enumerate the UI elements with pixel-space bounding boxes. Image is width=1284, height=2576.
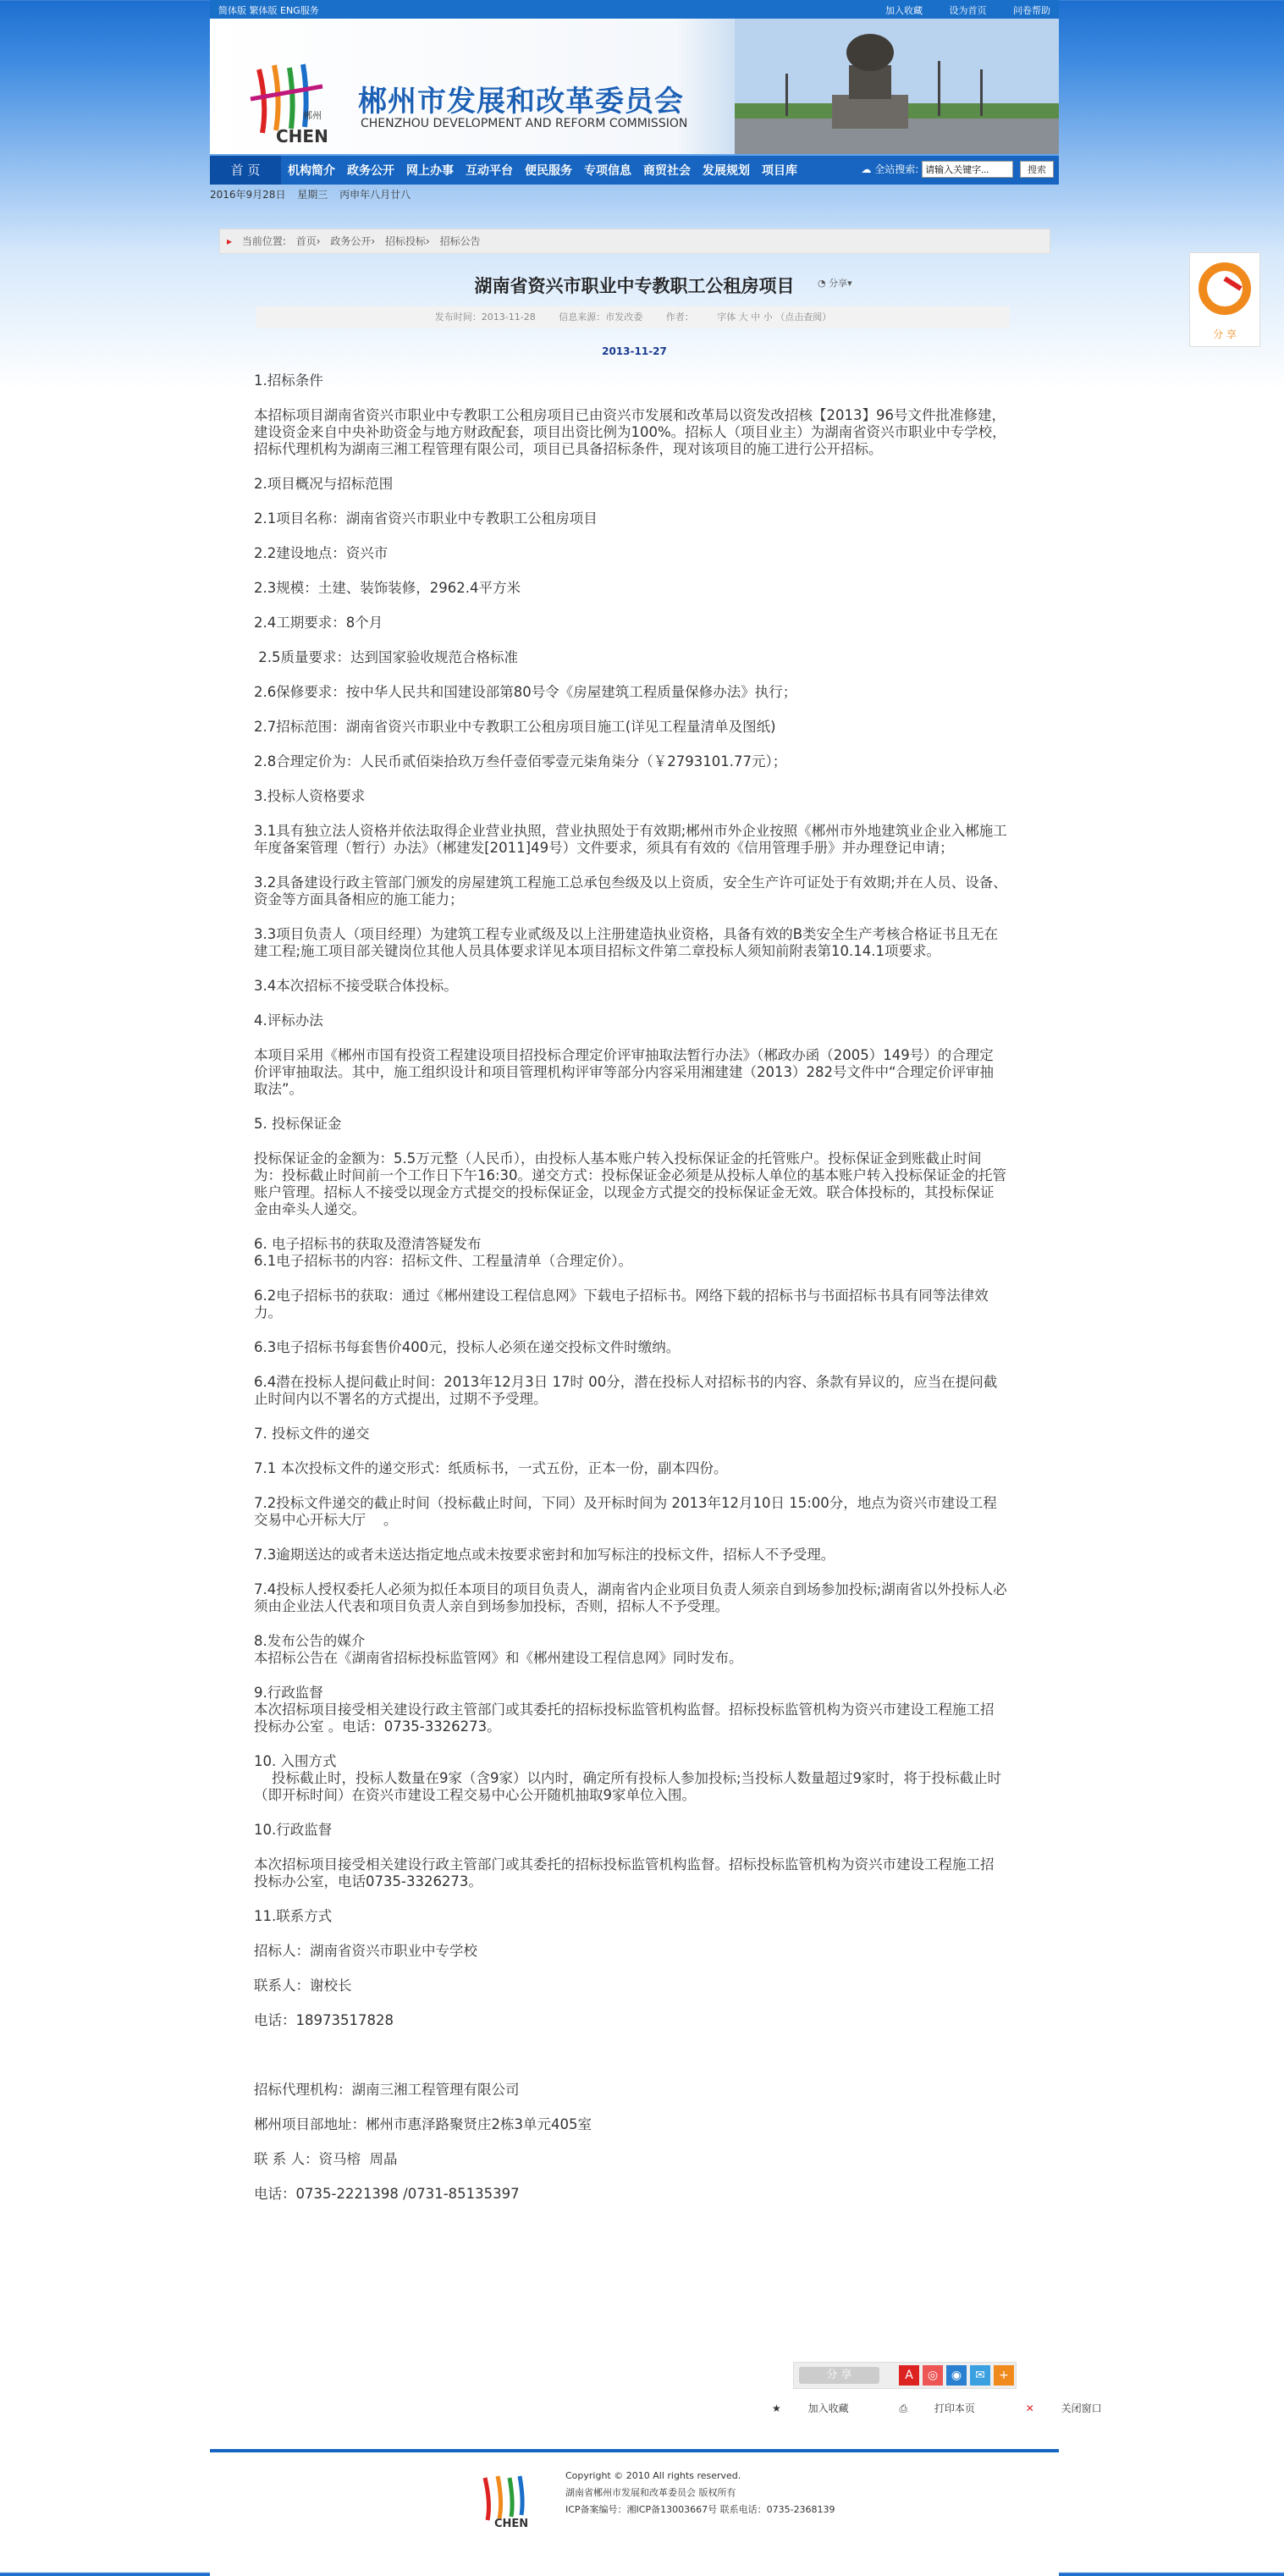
article-paragraph: 6.2电子招标书的获取：通过《郴州建设工程信息网》下载电子招标书。网络下载的招标书与书面招标书具有同等法律效力。: [254, 1288, 989, 1321]
meta-font-size[interactable]: 字体 大 中 小 （点击查阅）: [717, 312, 832, 323]
email-share-icon[interactable]: ✉: [970, 2365, 990, 2386]
nav-item-special-info[interactable]: 专项信息: [584, 164, 631, 178]
meta-author: 作者：: [665, 312, 694, 323]
logo-text: CHEN: [276, 126, 328, 146]
article-paragraph: 3.3项目负责人（项目经理）为建筑工程专业贰级及以上注册建造执业资格，具备有效的B类安全生产考核合格证书且无在建工程;施工项目部关键岗位其他人员具体要求详见本项目招标文件第二章投标人须知前附表第10.14.1项要求。: [254, 926, 999, 959]
header-banner: [210, 19, 1059, 154]
article-paragraph: 3.4本次招标不接受联合体投标。: [254, 978, 458, 994]
article-paragraph: [254, 2047, 1007, 2064]
article-paragraph: 联 系 人：资马榕 周晶: [254, 2151, 398, 2167]
current-weekday: 星期三: [297, 189, 328, 201]
nav-item-about[interactable]: 机构简介: [288, 164, 335, 178]
share-icon: ◔: [818, 278, 826, 289]
nav-item-online-service[interactable]: 网上办事: [406, 164, 454, 178]
article-paragraph: 联系人：谢校长: [254, 1978, 352, 1994]
top-links: [862, 3, 1050, 17]
chenzhou-logo[interactable]: [242, 52, 335, 146]
tool-print[interactable]: ⎙ 打印本页: [899, 2402, 975, 2414]
article-paragraph: 4.评标办法: [254, 1012, 323, 1029]
share-logo-icon: [1190, 253, 1259, 321]
tool-add-favorite[interactable]: ★ 加入收藏: [772, 2402, 849, 2414]
article-paragraph: 10. 入围方式 投标截止时，投标人数量在9家（含9家）以内时，确定所有投标人参加投标;当投标人数量超过9家时，将于投标截止时（即开标时间）在资兴市建设工程交易中心公开随机抽取9家单位入围。: [254, 1753, 1002, 1803]
article-paragraph: 7.3逾期送达的或者未送达指定地点或未按要求密封和加写标注的投标文件，招标人不予受理。: [254, 1547, 835, 1563]
meta-time: 发布时间：2013-11-28: [434, 312, 536, 323]
lunar-date: 丙申年八月廿八: [339, 189, 411, 201]
main-nav: [210, 154, 1059, 185]
floating-share-button[interactable]: [1189, 252, 1260, 347]
floating-share-label: 分 享: [1213, 328, 1237, 340]
header-photo: [735, 19, 1059, 154]
article-paragraph: 7.1 本次投标文件的递交形式：纸质标书，一式五份，正本一份，副本四份。: [254, 1460, 728, 1476]
search-label: 全站搜索:: [874, 163, 919, 175]
nav-home[interactable]: 首 页: [210, 156, 281, 185]
article-paragraph: 电话：0735-2221398 /0731-85135397: [254, 2186, 520, 2202]
search-area: [861, 161, 1054, 178]
article-paragraph: 7. 投标文件的递交: [254, 1426, 370, 1442]
article-paragraph: 3.2具备建设行政主管部门颁发的房屋建筑工程施工总承包叁级及以上资质，安全生产许可证处于有效期;并在人员、设备、资金等方面具备相应的施工能力；: [254, 874, 1007, 907]
site-subtitle: CHENZHOU DEVELOPMENT AND REFORM COMMISSION: [361, 117, 688, 130]
article-paragraph: 2.2建设地点：资兴市: [254, 545, 389, 561]
set-homepage-link[interactable]: 设为首页: [949, 5, 987, 16]
article-paragraph: 2.1项目名称：湖南省资兴市职业中专教职工公租房项目: [254, 510, 598, 527]
article-paragraph: 2.4工期要求：8个月: [254, 615, 383, 631]
close-icon: ✕: [1025, 2402, 1034, 2414]
article-paragraph: 11.联系方式: [254, 1908, 333, 1924]
footer-logo-text: CHEN: [494, 2518, 529, 2529]
article-paragraph: 招标人：湖南省资兴市职业中专学校: [254, 1943, 477, 1959]
help-link[interactable]: 问卷帮助: [1013, 5, 1050, 16]
current-date: 2016年9月28日: [210, 189, 286, 201]
article-title: 湖南省资兴市职业中专教职工公租房项目: [474, 276, 795, 296]
nav-item-commerce[interactable]: 商贸社会: [643, 164, 691, 178]
nav-item-gov-affairs[interactable]: 政务公开: [347, 164, 394, 178]
article-paragraph: 3.投标人资格要求: [254, 788, 366, 804]
article-body: [254, 372, 1007, 2220]
share-mini-button[interactable]: ◔ 分享▾: [818, 278, 852, 289]
breadcrumb-gov-affairs[interactable]: 政务公开: [330, 235, 372, 247]
date-bar: [210, 185, 1059, 205]
tool-close[interactable]: ✕ 关闭窗口: [1025, 2402, 1102, 2414]
nav-item-public-service[interactable]: 便民服务: [525, 164, 572, 178]
article-paragraph: 9.行政监督 本次招标项目接受相关建设行政主管部门或其委托的招标投标监管机构监督。招标投标监管机构为资兴市建设工程施工招投标办公室 。电话：0735-3326273。: [254, 1685, 995, 1735]
article-paragraph: 2.5质量要求：达到国家验收规范合格标准: [254, 649, 518, 665]
article-paragraph: 本项目采用《郴州市国有投资工程建设项目招投标合理定价评审抽取法暂行办法》（郴政办函（2005）149号）的合理定价评审抽取法。其中，施工组织设计和项目管理机构评审等部分内容采用湘建建（2013）282号文件中“合理定价评审抽取法”。: [254, 1047, 995, 1097]
article-paragraph: 2.3规模：土建、装饰装修，2962.4平方米: [254, 580, 521, 596]
article-paragraph: 7.4投标人授权委托人必须为拟任本项目的项目负责人，湖南省内企业项目负责人须亲自到场参加投标;湖南省以外投标人必须由企业法人代表和项目负责人亲自到场参加投标，否则，招标人不予受理。: [254, 1581, 1007, 1614]
breadcrumb-home[interactable]: 首页: [295, 235, 317, 247]
nav-item-interaction[interactable]: 互动平台: [466, 164, 513, 178]
breadcrumb-label: 当前位置:: [241, 235, 286, 247]
article-paragraph: 6. 电子招标书的获取及澄清答疑发布 6.1电子招标书的内容：招标文件、工程量清单（合理定价）。: [254, 1236, 632, 1269]
article-date: 2013-11-27: [602, 345, 667, 357]
article-paragraph: 3.1具有独立法人资格并依法取得企业营业执照，营业执照处于有效期;郴州市外企业按照《郴州市外地建筑业企业入郴施工年度备案管理（暂行）办法》（郴建发[2011]49号）文件要求，须具有有效的《信用管理手册》并办理登记申请；: [254, 823, 1007, 856]
article-paragraph: 郴州项目部地址：郴州市惠泽路聚贤庄2栋3单元405室: [254, 2116, 592, 2132]
article-paragraph: 招标代理机构：湖南三湘工程管理有限公司: [254, 2082, 520, 2098]
article-paragraph: 投标保证金的金额为：5.5万元整（人民币），由投标人基本账户转入投标保证金的托管账户。投标保证金到账截止时间为：投标截止时间前一个工作日下午16:30。递交方式：投标保证金必须是从投标人单位的基本账户转入投标保证金的托管账户管理。招标人不接受以现金方式提交的投标保证金，以现金方式提交的投标保证金无效。联合体投标的，其投标保证金由牵头人递交。: [254, 1150, 1007, 1217]
site-title: 郴州市发展和改革委员会: [358, 85, 684, 119]
page-tools: [772, 2401, 1149, 2415]
breadcrumb-announcement[interactable]: 招标公告: [439, 235, 481, 247]
top-bar: [210, 0, 1059, 19]
add-favorite-link[interactable]: 加入收藏: [885, 5, 923, 16]
search-input[interactable]: [922, 161, 1013, 178]
favorite-icon: ★: [772, 2402, 781, 2414]
language-links[interactable]: 简体版 繁体版 ENG服务: [218, 5, 319, 16]
article-paragraph: 本招标项目湖南省资兴市职业中专教职工公租房项目已由资兴市发展和改革局以资发改招核【2013】96号文件批准修建，建设资金来自中央补助资金与地方财政配套，项目出资比例为100%。招标人（项目业主）为湖南省资兴市职业中专学校，招标代理机构为湖南三湘工程管理有限公司，项目已具备招标条件，现对该项目的施工进行公开招标。: [254, 407, 1006, 457]
footer-copyright: Copyright © 2010 All rights reserved.: [565, 2470, 741, 2481]
location-icon: ▸: [227, 235, 233, 247]
article-paragraph: 2.7招标范围：湖南省资兴市职业中专教职工公租房项目施工(详见工程量清单及图纸): [254, 719, 776, 735]
article-paragraph: 电话：18973517828: [254, 2012, 394, 2028]
footer: [210, 2449, 1059, 2576]
logo-small-text: 郴州: [303, 110, 322, 121]
article-paragraph: 7.2投标文件递交的截止时间（投标截止时间，下同）及开标时间为 2013年12月10日 15:00分，地点为资兴市建设工程交易中心开标大厅 。: [254, 1495, 997, 1528]
qq-share-icon[interactable]: ◉: [946, 2365, 967, 2386]
footer-text: [565, 2468, 835, 2518]
article-paragraph: 2.8合理定价为：人民币贰佰柒拾玖万叁仟壹佰零壹元柒角柒分（￥2793101.77元）；: [254, 753, 787, 769]
article-paragraph: 2.6保修要求：按中华人民共和国建设部第80号令《房屋建筑工程质量保修办法》执行；: [254, 684, 797, 700]
share-bar: [793, 2362, 1017, 2389]
article-paragraph: 8.发布公告的媒介 本招标公告在《湖南省招标投标监管网》和《郴州建设工程信息网》同时发布。: [254, 1633, 743, 1666]
article-paragraph: 2.项目概况与招标范围: [254, 476, 394, 492]
nav-item-projects[interactable]: 项目库: [762, 164, 797, 178]
share-bar-button[interactable]: 分 享: [799, 2367, 879, 2384]
pdf-share-icon[interactable]: A: [899, 2365, 919, 2386]
page-wrapper: [210, 0, 1059, 2202]
breadcrumb: ▸ 当前位置: 首页› 政务公开› 招标投标› 招标公告: [219, 229, 1050, 254]
weibo-share-icon[interactable]: ◎: [923, 2365, 943, 2386]
breadcrumb-bidding[interactable]: 招标投标: [385, 235, 427, 247]
footer-icp: ICP备案编号：湘ICP备13003667号 联系电话：0735-2368139: [565, 2504, 835, 2515]
search-button[interactable]: 搜索: [1020, 161, 1054, 178]
nav-item-planning[interactable]: 发展规划: [703, 164, 750, 178]
share-mini-label: 分享: [829, 278, 848, 289]
article-paragraph: 6.4潜在投标人提问截止时间：2013年12月3日 17时 00分，潜在投标人对招标书的内容、条款有异议的，应当在提问截止时间内以不署名的方式提出，过期不予受理。: [254, 1374, 998, 1407]
meta-source: 信息来源：市发改委: [559, 312, 643, 323]
footer-org: 湖南省郴州市发展和改革委员会 版权所有: [565, 2487, 736, 2498]
article-paragraph: 6.3电子招标书每套售价400元，投标人必须在递交投标文件时缴纳。: [254, 1339, 681, 1355]
more-share-icon[interactable]: +: [994, 2365, 1014, 2386]
print-icon: ⎙: [899, 2402, 908, 2414]
article-paragraph: 10.行政监督: [254, 1822, 333, 1838]
article-paragraph: 5. 投标保证金: [254, 1116, 342, 1132]
article-paragraph: 本次招标项目接受相关建设行政主管部门或其委托的招标投标监管机构监督。招标投标监管机构为资兴市建设工程施工招投标办公室，电话0735-3326273。: [254, 1856, 995, 1889]
article-paragraph: 1.招标条件: [254, 372, 323, 389]
chat-icon: ☁: [861, 163, 872, 175]
article-meta: [256, 306, 1010, 328]
footer-logo: [472, 2469, 540, 2529]
